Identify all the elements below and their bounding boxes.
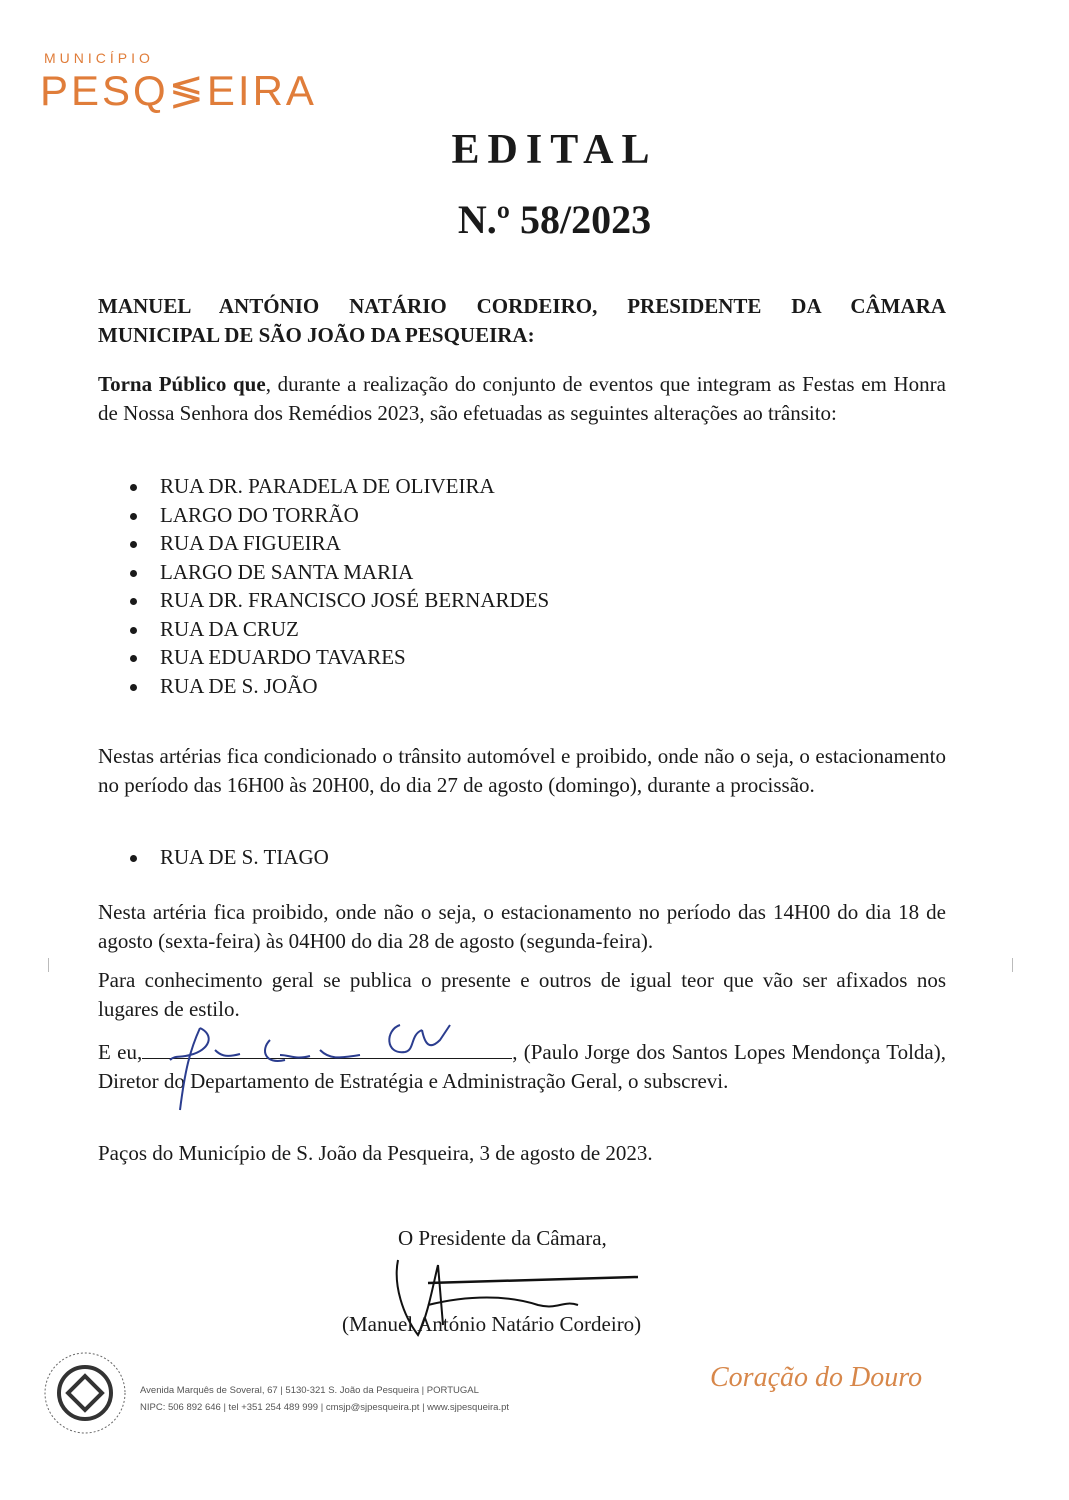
- page-edge-mark: [48, 958, 49, 972]
- intro-paragraph: [98, 370, 946, 428]
- issuer-heading-line2: MUNICIPAL DE SÃO JOÃO DA PESQUEIRA:: [98, 323, 535, 347]
- subscription-prefix: E eu,: [98, 1040, 143, 1064]
- document-title: EDITAL: [451, 127, 658, 173]
- footer-address-line2: NIPC: 506 892 646 | tel +351 254 489 999 | cmsjp@sjpesqueira.pt | www.sjpesqueira.pt: [140, 1402, 510, 1413]
- street-item: LARGO DE SANTA MARIA: [120, 558, 549, 587]
- municipality-logo: [40, 50, 340, 120]
- restriction-paragraph-1: Nestas artérias fica condicionado o trânsito automóvel e proibido, onde não o seja, o estacionamento no período das 16H00 às 20H00, do dia 27 de agosto (domingo), durante a procissão.: [98, 744, 946, 797]
- logo-main-text: PESQ≶EIRA: [40, 67, 317, 114]
- subscription-suffix: , (Paulo Jorge dos Santos Lopes Mendonça Tolda), Diretor do Departamento de Estratégia e Administração Geral, o subscrevi.: [98, 1040, 946, 1093]
- page-edge-mark: [1012, 958, 1013, 972]
- street-item: RUA DA CRUZ: [120, 615, 549, 644]
- street-item: RUA DE S. JOÃO: [120, 672, 549, 701]
- intro-text: , durante a realização do conjunto de eventos que integram as Festas em Honra de Nossa Senhora dos Remédios 2023, são efetuadas as seguintes alterações ao trânsito:: [98, 372, 946, 425]
- restriction-paragraph-2: Nesta artéria fica proibido, onde não o seja, o estacionamento no período das 14H00 do dia 18 de agosto (sexta-feira) às 04H00 do dia 28 de agosto (segunda-feira).: [98, 900, 946, 953]
- footer-address: [140, 1382, 560, 1416]
- date-paragraph: Paços do Município de S. João da Pesqueira, 3 de agosto de 2023.: [98, 1141, 653, 1165]
- street-list-1: [120, 472, 549, 700]
- street-item: RUA DE S. TIAGO: [120, 843, 329, 872]
- president-name: (Manuel António Natário Cordeiro): [342, 1312, 642, 1336]
- street-item: RUA DR. PARADELA DE OLIVEIRA: [120, 472, 549, 501]
- intro-bold: Torna Público que: [98, 372, 266, 396]
- logo-top-text: MUNICÍPIO: [44, 50, 154, 66]
- document-number: N.º 58/2023: [457, 197, 652, 242]
- street-item: LARGO DO TORRÃO: [120, 501, 549, 530]
- issuer-heading-line1: MANUEL ANTÓNIO NATÁRIO CORDEIRO, PRESIDENTE DA CÂMARA: [98, 294, 946, 318]
- footer-motto: Coração do Douro: [710, 1362, 923, 1393]
- president-title: O Presidente da Câmara,: [398, 1226, 607, 1250]
- issuer-heading: [98, 292, 946, 350]
- publication-paragraph: Para conhecimento geral se publica o presente e outros de igual teor que vão ser afixados nos lugares de estilo.: [98, 968, 946, 1021]
- street-item: RUA DA FIGUEIRA: [120, 529, 549, 558]
- street-item: RUA EDUARDO TAVARES: [120, 643, 549, 672]
- world-heritage-emblem-icon: [40, 1348, 130, 1438]
- street-item: RUA DR. FRANCISCO JOSÉ BERNARDES: [120, 586, 549, 615]
- street-list-2: [120, 843, 329, 872]
- director-signature: [160, 1010, 470, 1120]
- footer-address-line1: Avenida Marquês de Soveral, 67 | 5130-321 S. João da Pesqueira | PORTUGAL: [140, 1385, 479, 1396]
